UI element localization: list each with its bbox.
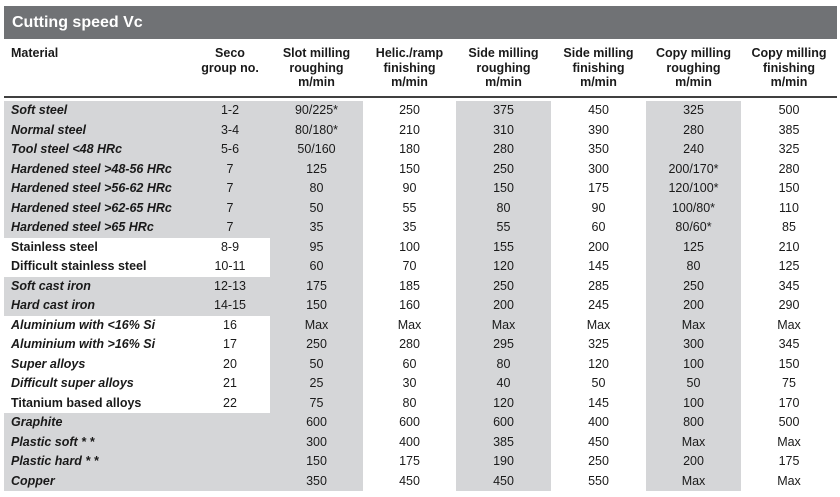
material-cell: Plastic soft * *	[4, 433, 190, 453]
table-row	[4, 355, 837, 375]
table-row	[4, 433, 837, 453]
seco-group-cell: 10-11	[190, 257, 270, 277]
speed-value-cell: 125	[741, 257, 837, 277]
material-cell: Soft steel	[4, 101, 190, 121]
speed-value-cell: Max	[646, 433, 741, 453]
material-cell: Copper	[4, 472, 190, 492]
header-copy-milling-roughing: Copy milling roughing m/min	[646, 44, 741, 98]
speed-value-cell: 75	[741, 374, 837, 394]
speed-value-cell: 250	[270, 335, 363, 355]
seco-group-cell: 3-4	[190, 121, 270, 141]
table-row	[4, 140, 837, 160]
material-cell: Stainless steel	[4, 238, 190, 258]
header-side-milling-roughing: Side milling roughing m/min	[456, 44, 551, 98]
seco-group-cell: 21	[190, 374, 270, 394]
material-cell: Hardened steel >65 HRc	[4, 218, 190, 238]
speed-value-cell: 350	[551, 140, 646, 160]
speed-value-cell: 50	[551, 374, 646, 394]
speed-value-cell: 280	[456, 140, 551, 160]
speed-value-cell: 310	[456, 121, 551, 141]
seco-group-cell: 7	[190, 218, 270, 238]
cutting-speed-table	[4, 44, 837, 491]
speed-value-cell: Max	[741, 472, 837, 492]
speed-value-cell: 50	[270, 355, 363, 375]
speed-value-cell: 250	[363, 101, 456, 121]
table-row	[4, 218, 837, 238]
speed-value-cell: 210	[363, 121, 456, 141]
speed-value-cell: 280	[646, 121, 741, 141]
table-row	[4, 394, 837, 414]
speed-value-cell: 190	[456, 452, 551, 472]
speed-value-cell: 30	[363, 374, 456, 394]
table-row	[4, 160, 837, 180]
seco-group-cell: 7	[190, 160, 270, 180]
speed-value-cell: 375	[456, 101, 551, 121]
table-row	[4, 452, 837, 472]
seco-group-cell: 7	[190, 179, 270, 199]
speed-value-cell: 185	[363, 277, 456, 297]
speed-value-cell: 200	[456, 296, 551, 316]
speed-value-cell: 150	[270, 296, 363, 316]
material-cell: Titanium based alloys	[4, 394, 190, 414]
header-seco-group: Seco group no.	[190, 44, 270, 98]
material-cell: Hard cast iron	[4, 296, 190, 316]
speed-value-cell: 175	[363, 452, 456, 472]
speed-value-cell: 60	[363, 355, 456, 375]
speed-value-cell: Max	[646, 316, 741, 336]
header-material: Material	[4, 44, 190, 98]
speed-value-cell: 295	[456, 335, 551, 355]
header-helic-ramp-finishing: Helic./ramp finishing m/min	[363, 44, 456, 98]
speed-value-cell: Max	[456, 316, 551, 336]
speed-value-cell: 350	[270, 472, 363, 492]
speed-value-cell: 325	[551, 335, 646, 355]
speed-value-cell: 90	[551, 199, 646, 219]
speed-value-cell: 80	[456, 355, 551, 375]
speed-value-cell: 120	[456, 257, 551, 277]
speed-value-cell: 60	[551, 218, 646, 238]
speed-value-cell: 145	[551, 394, 646, 414]
seco-group-cell: 16	[190, 316, 270, 336]
speed-value-cell: 800	[646, 413, 741, 433]
seco-group-cell: 12-13	[190, 277, 270, 297]
speed-value-cell: 300	[270, 433, 363, 453]
seco-group-cell: 8-9	[190, 238, 270, 258]
speed-value-cell: 300	[551, 160, 646, 180]
speed-value-cell: 250	[646, 277, 741, 297]
table-row	[4, 199, 837, 219]
speed-value-cell: 110	[741, 199, 837, 219]
speed-value-cell: 280	[741, 160, 837, 180]
speed-value-cell: 450	[551, 433, 646, 453]
material-cell: Normal steel	[4, 121, 190, 141]
speed-value-cell: Max	[741, 433, 837, 453]
material-cell: Graphite	[4, 413, 190, 433]
speed-value-cell: 120/100*	[646, 179, 741, 199]
header-row	[4, 44, 837, 98]
speed-value-cell: 80/60*	[646, 218, 741, 238]
speed-value-cell: 125	[270, 160, 363, 180]
seco-group-cell: 5-6	[190, 140, 270, 160]
speed-value-cell: 100	[363, 238, 456, 258]
speed-value-cell: 75	[270, 394, 363, 414]
speed-value-cell: 25	[270, 374, 363, 394]
speed-value-cell: 50	[646, 374, 741, 394]
table-row	[4, 296, 837, 316]
speed-value-cell: 100/80*	[646, 199, 741, 219]
material-cell: Difficult stainless steel	[4, 257, 190, 277]
speed-value-cell: 600	[456, 413, 551, 433]
speed-value-cell: 40	[456, 374, 551, 394]
speed-value-cell: Max	[270, 316, 363, 336]
speed-value-cell: 245	[551, 296, 646, 316]
table-row	[4, 101, 837, 121]
speed-value-cell: 80/180*	[270, 121, 363, 141]
speed-value-cell: 160	[363, 296, 456, 316]
table-row	[4, 121, 837, 141]
seco-group-cell	[190, 433, 270, 453]
speed-value-cell: 175	[551, 179, 646, 199]
material-cell: Aluminium with >16% Si	[4, 335, 190, 355]
speed-value-cell: 85	[741, 218, 837, 238]
speed-value-cell: 120	[456, 394, 551, 414]
header-side-milling-finishing: Side milling finishing m/min	[551, 44, 646, 98]
speed-value-cell: 290	[741, 296, 837, 316]
speed-value-cell: 345	[741, 277, 837, 297]
speed-value-cell: 90/225*	[270, 101, 363, 121]
speed-value-cell: 55	[363, 199, 456, 219]
speed-value-cell: 200	[646, 452, 741, 472]
speed-value-cell: 175	[741, 452, 837, 472]
speed-value-cell: 200	[551, 238, 646, 258]
speed-value-cell: 250	[456, 277, 551, 297]
speed-value-cell: Max	[741, 316, 837, 336]
table-row	[4, 277, 837, 297]
speed-value-cell: 400	[551, 413, 646, 433]
speed-value-cell: 70	[363, 257, 456, 277]
seco-group-cell: 14-15	[190, 296, 270, 316]
speed-value-cell: 175	[270, 277, 363, 297]
speed-value-cell: Max	[646, 472, 741, 492]
speed-value-cell: 285	[551, 277, 646, 297]
speed-value-cell: 390	[551, 121, 646, 141]
speed-value-cell: 300	[646, 335, 741, 355]
table-row	[4, 413, 837, 433]
seco-group-cell: 22	[190, 394, 270, 414]
speed-value-cell: 50/160	[270, 140, 363, 160]
speed-value-cell: 125	[646, 238, 741, 258]
speed-value-cell: 80	[270, 179, 363, 199]
speed-value-cell: 80	[456, 199, 551, 219]
speed-value-cell: 325	[741, 140, 837, 160]
speed-value-cell: 95	[270, 238, 363, 258]
speed-value-cell: 55	[456, 218, 551, 238]
table-row	[4, 472, 837, 492]
speed-value-cell: 500	[741, 101, 837, 121]
speed-value-cell: 450	[363, 472, 456, 492]
material-cell: Hardened steel >62-65 HRc	[4, 199, 190, 219]
speed-value-cell: 80	[363, 394, 456, 414]
speed-value-cell: 150	[456, 179, 551, 199]
table-row	[4, 374, 837, 394]
speed-value-cell: 150	[741, 179, 837, 199]
speed-value-cell: 155	[456, 238, 551, 258]
seco-group-cell: 17	[190, 335, 270, 355]
table-title: Cutting speed Vc	[4, 6, 837, 39]
material-cell: Super alloys	[4, 355, 190, 375]
table-row	[4, 179, 837, 199]
speed-value-cell: 100	[646, 355, 741, 375]
material-cell: Soft cast iron	[4, 277, 190, 297]
seco-group-cell	[190, 472, 270, 492]
speed-value-cell: Max	[551, 316, 646, 336]
seco-group-cell	[190, 452, 270, 472]
speed-value-cell: 150	[741, 355, 837, 375]
seco-group-cell: 1-2	[190, 101, 270, 121]
speed-value-cell: 550	[551, 472, 646, 492]
speed-value-cell: 170	[741, 394, 837, 414]
speed-value-cell: 35	[270, 218, 363, 238]
speed-value-cell: 180	[363, 140, 456, 160]
speed-value-cell: 385	[741, 121, 837, 141]
material-cell: Plastic hard * *	[4, 452, 190, 472]
speed-value-cell: 200/170*	[646, 160, 741, 180]
table-row	[4, 335, 837, 355]
speed-value-cell: 400	[363, 433, 456, 453]
speed-value-cell: 250	[456, 160, 551, 180]
speed-value-cell: 90	[363, 179, 456, 199]
speed-value-cell: 120	[551, 355, 646, 375]
speed-value-cell: 500	[741, 413, 837, 433]
speed-value-cell: 250	[551, 452, 646, 472]
material-cell: Aluminium with <16% Si	[4, 316, 190, 336]
speed-value-cell: 80	[646, 257, 741, 277]
speed-value-cell: 210	[741, 238, 837, 258]
table-row	[4, 257, 837, 277]
seco-group-cell: 20	[190, 355, 270, 375]
table-row	[4, 238, 837, 258]
speed-value-cell: 450	[551, 101, 646, 121]
speed-value-cell: 145	[551, 257, 646, 277]
speed-value-cell: 200	[646, 296, 741, 316]
header-divider	[4, 96, 837, 98]
speed-value-cell: 100	[646, 394, 741, 414]
speed-value-cell: 280	[363, 335, 456, 355]
speed-value-cell: 35	[363, 218, 456, 238]
speed-value-cell: 385	[456, 433, 551, 453]
speed-value-cell: 600	[363, 413, 456, 433]
speed-value-cell: 50	[270, 199, 363, 219]
seco-group-cell: 7	[190, 199, 270, 219]
material-cell: Hardened steel >56-62 HRc	[4, 179, 190, 199]
speed-value-cell: Max	[363, 316, 456, 336]
material-cell: Hardened steel >48-56 HRc	[4, 160, 190, 180]
header-copy-milling-finishing: Copy milling finishing m/min	[741, 44, 837, 98]
seco-group-cell	[190, 413, 270, 433]
material-cell: Tool steel <48 HRc	[4, 140, 190, 160]
material-cell: Difficult super alloys	[4, 374, 190, 394]
header-slot-milling-roughing: Slot milling roughing m/min	[270, 44, 363, 98]
speed-value-cell: 150	[363, 160, 456, 180]
speed-value-cell: 325	[646, 101, 741, 121]
speed-value-cell: 450	[456, 472, 551, 492]
speed-value-cell: 150	[270, 452, 363, 472]
speed-value-cell: 600	[270, 413, 363, 433]
speed-value-cell: 345	[741, 335, 837, 355]
table-row	[4, 316, 837, 336]
speed-value-cell: 60	[270, 257, 363, 277]
speed-value-cell: 240	[646, 140, 741, 160]
